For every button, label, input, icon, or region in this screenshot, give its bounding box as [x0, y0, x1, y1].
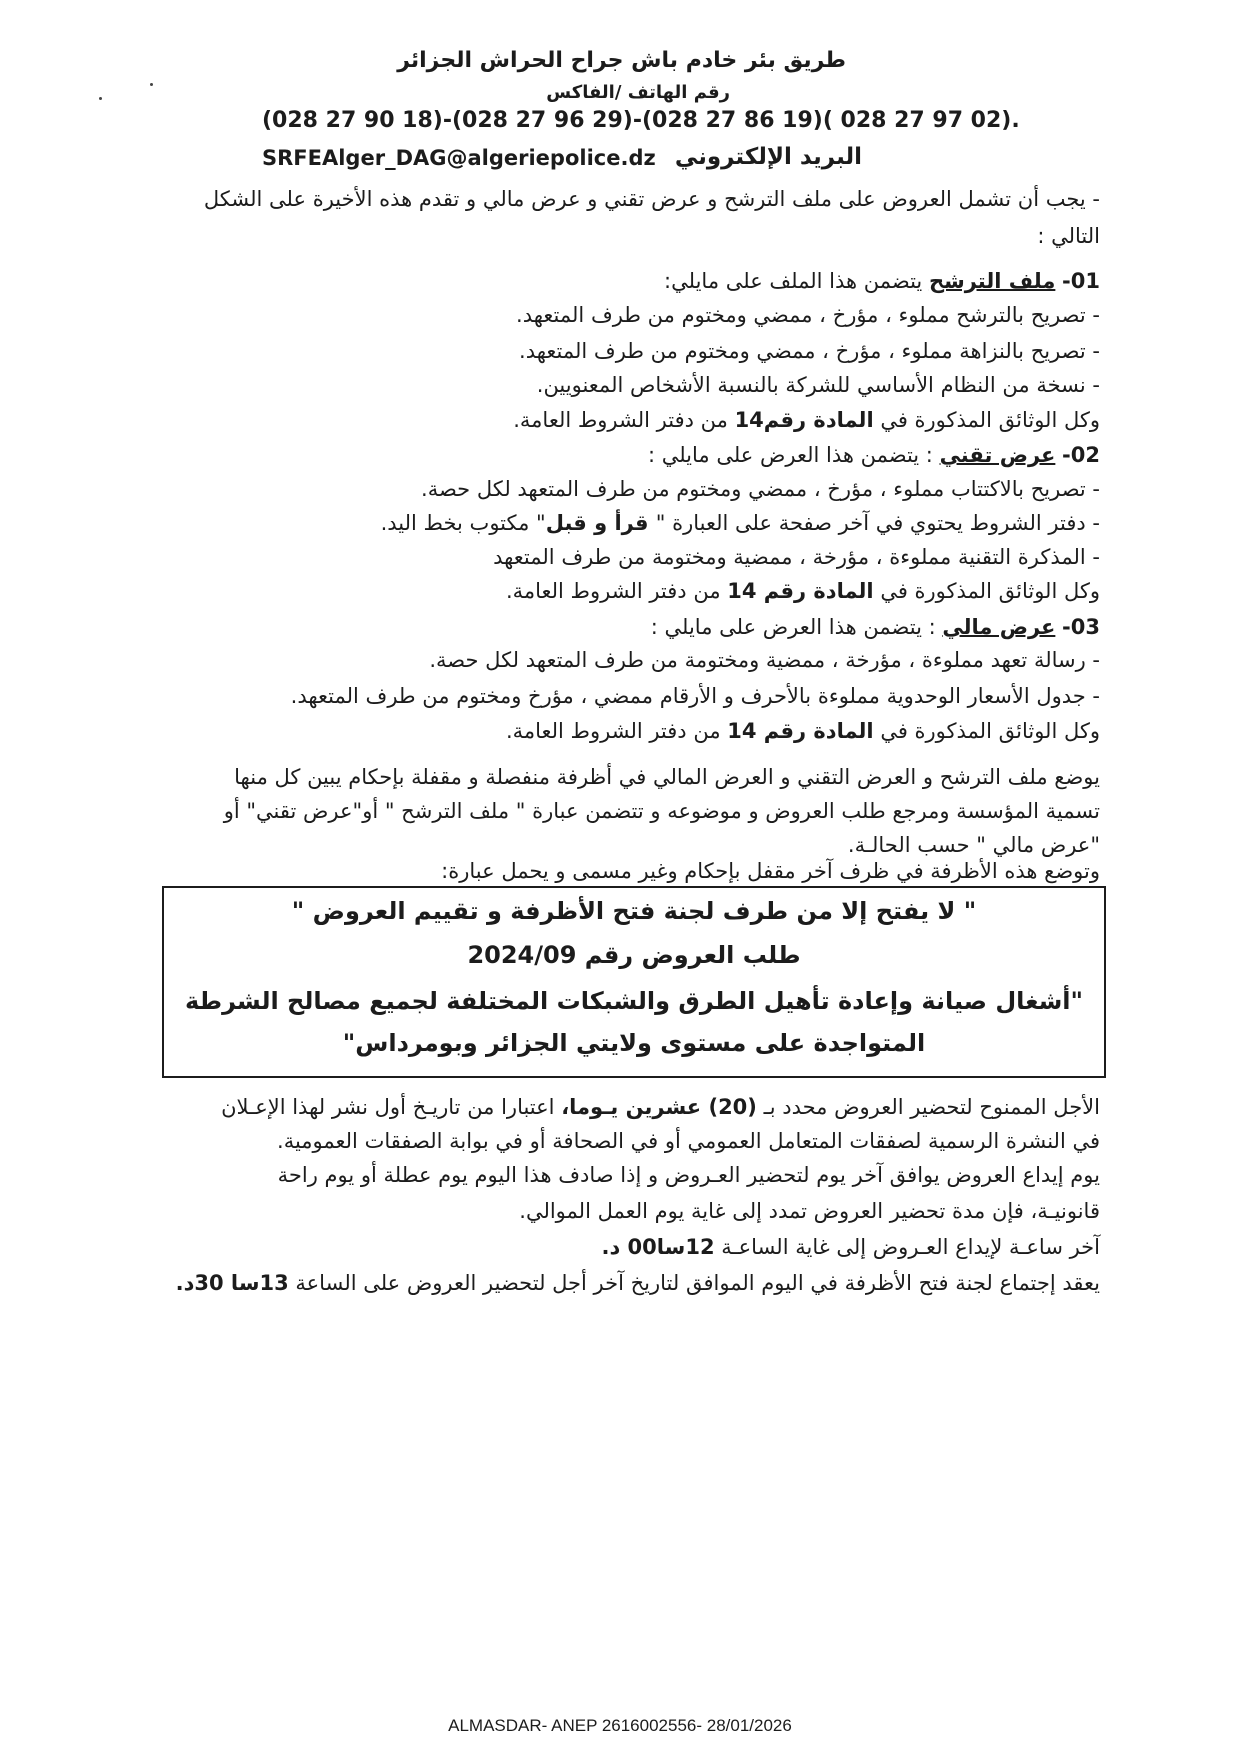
section-1-item: - تصريح بالترشح مملوء ، مؤرخ ، ممضي ومختوم من طرف المتعهد. — [516, 303, 1100, 327]
deadline-line: قانونيـة، فإن مدة تحضير العروض تمدد إلى غاية يوم العمل الموالي. — [519, 1199, 1100, 1223]
envelope-label-box — [162, 886, 1106, 1078]
closing-text: من دفتر الشروط العامة. — [505, 719, 728, 743]
closing-text: وكل الوثائق المذكورة في — [873, 719, 1100, 743]
section-1-closing — [513, 405, 1100, 435]
section-3-item: - رسالة تعهد مملوءة ، مؤرخة ، ممضية ومختومة من طرف المتعهد لكل حصة. — [429, 648, 1100, 672]
section-2-number: 02- — [1062, 443, 1100, 467]
deadline-text: اعتبارا من تاريـخ أول نشر لهذا الإعـلان — [221, 1095, 562, 1119]
section-2-closing — [506, 576, 1100, 606]
header-phone-label: رقم الهاتف /الفاكس — [546, 82, 730, 103]
opening-session-line — [176, 1268, 1100, 1298]
section-1-item: - تصريح بالنزاهة مملوء ، مؤرخ ، ممضي ومختوم من طرف المتعهد. — [519, 339, 1100, 363]
closing-text: وكل الوثائق المذكورة في — [873, 579, 1100, 603]
header-email: SRFEAlger_DAG@algeriepolice.dz — [262, 146, 656, 170]
deadline-text: آخر ساعـة لإيداع العـروض إلى غاية الساعـة — [714, 1235, 1100, 1259]
section-1-intro: يتضمن هذا الملف على مايلي: — [664, 269, 929, 293]
envelopes-line: تسمية المؤسسة ومرجع طلب العروض و موضوعه و تتضمن عبارة " ملف الترشح " أو"عرض تقني" أو — [223, 799, 1100, 823]
article-reference: المادة رقم 14 — [727, 579, 874, 603]
opening-hour: 13سا 30د. — [175, 1271, 289, 1295]
article-reference: المادة رقم14 — [734, 408, 874, 432]
deposit-hour-line — [601, 1232, 1100, 1262]
handwritten-phrase: قرأ و قبل — [545, 511, 656, 535]
section-3-heading — [651, 612, 1100, 642]
section-2-heading — [648, 440, 1100, 470]
publication-reference: ALMASDAR- ANEP 2616002556- 28/01/2026 — [448, 1716, 792, 1735]
section-1-item: - نسخة من النظام الأساسي للشركة بالنسبة الأشخاص المعنويين. — [536, 373, 1100, 397]
envelopes-line: يوضع ملف الترشح و العرض التقني و العرض المالي في أظرفة منفصلة و مقفلة بإحكام يبين كل منها — [234, 765, 1100, 789]
section-2-intro: : يتضمن هذا العرض على مايلي : — [647, 443, 940, 467]
section-2-item: - تصريح بالاكتتاب مملوء ، مؤرخ ، ممضي ومختوم من طرف المتعهد لكل حصة. — [421, 477, 1100, 501]
scan-speck — [150, 83, 153, 86]
closing-text: من دفتر الشروط العامة. — [505, 579, 728, 603]
section-2-title: عرض تقني — [939, 443, 1056, 467]
item-text: " مكتوب بخط اليد. — [380, 511, 546, 535]
box-tender-subject: "أشغال صيانة وإعادة تأهيل الطرق والشبكات المختلفة لجميع مصالح الشرطة — [184, 987, 1084, 1015]
section-1-number: 01- — [1062, 269, 1100, 293]
deadline-line: في النشرة الرسمية لصفقات المتعامل العمومي أو في الصحافة أو في بوابة الصفقات العمومية. — [277, 1129, 1100, 1153]
deadline-days: (20) عشرين يـوما، — [561, 1095, 757, 1119]
box-line-1: " لا يفتح إلا من طرف لجنة فتح الأظرفة و تقييم العروض " — [291, 897, 977, 925]
intro-line-2: التالي : — [1037, 224, 1100, 248]
header-email-label: البريد الإلكتروني — [674, 144, 862, 170]
deposit-hour: 12سا00 د. — [601, 1235, 715, 1259]
section-1-title: ملف الترشح — [928, 269, 1056, 293]
section-2-item: - المذكرة التقنية مملوءة ، مؤرخة ، ممضية ومختومة من طرف المتعهد — [493, 545, 1100, 569]
deadline-text: الأجل الممنوح لتحضير العروض محدد بـ — [756, 1095, 1100, 1119]
section-3-closing — [506, 716, 1100, 746]
section-3-number: 03- — [1062, 615, 1100, 639]
closing-text: وكل الوثائق المذكورة في — [873, 408, 1100, 432]
intro-line-1: - يجب أن تشمل العروض على ملف الترشح و عرض تقني و عرض مالي و تقدم هذه الأخيرة على الشكل — [203, 187, 1100, 211]
scan-speck — [99, 97, 102, 100]
envelopes-line: "عرض مالي " حسب الحالـة. — [847, 833, 1100, 857]
deadline-text: يعقد إجتماع لجنة فتح الأظرفة في اليوم الموافق لتاريخ آخر أجل لتحضير العروض على الساعة — [288, 1271, 1100, 1295]
item-text: - دفتر الشروط يحتوي في آخر صفحة على العبارة " — [655, 511, 1100, 535]
section-3-intro: : يتضمن هذا العرض على مايلي : — [650, 615, 943, 639]
section-3-item: - جدول الأسعار الوحدوية مملوءة بالأحرف و الأرقام ممضي ، مؤرخ ومختوم من طرف المتعهد. — [290, 684, 1100, 708]
box-tender-number: طلب العروض رقم 2024/09 — [467, 941, 801, 969]
closing-text: من دفتر الشروط العامة. — [513, 408, 735, 432]
deadline-line — [221, 1092, 1100, 1122]
section-3-title: عرض مالي — [942, 615, 1056, 639]
box-tender-subject: المتواجدة على مستوى ولايتي الجزائر وبومرداس" — [342, 1029, 926, 1057]
header-phone-numbers: (028 27 90 18)-(028 27 96 29)-(028 27 86 19)( 028 27 97 02). — [262, 108, 1020, 133]
section-1-heading — [664, 266, 1100, 296]
article-reference: المادة رقم 14 — [727, 719, 874, 743]
header-address: طريق بئر خادم باش جراح الحراش الجزائر — [397, 48, 846, 73]
envelopes-line: وتوضع هذه الأظرفة في ظرف آخر مقفل بإحكام وغير مسمى و يحمل عبارة: — [441, 859, 1100, 883]
deadline-line: يوم إيداع العروض يوافق آخر يوم لتحضير العـروض و إذا صادف هذا اليوم يوم عطلة أو يوم راحة — [277, 1163, 1100, 1187]
section-2-item — [381, 508, 1100, 538]
